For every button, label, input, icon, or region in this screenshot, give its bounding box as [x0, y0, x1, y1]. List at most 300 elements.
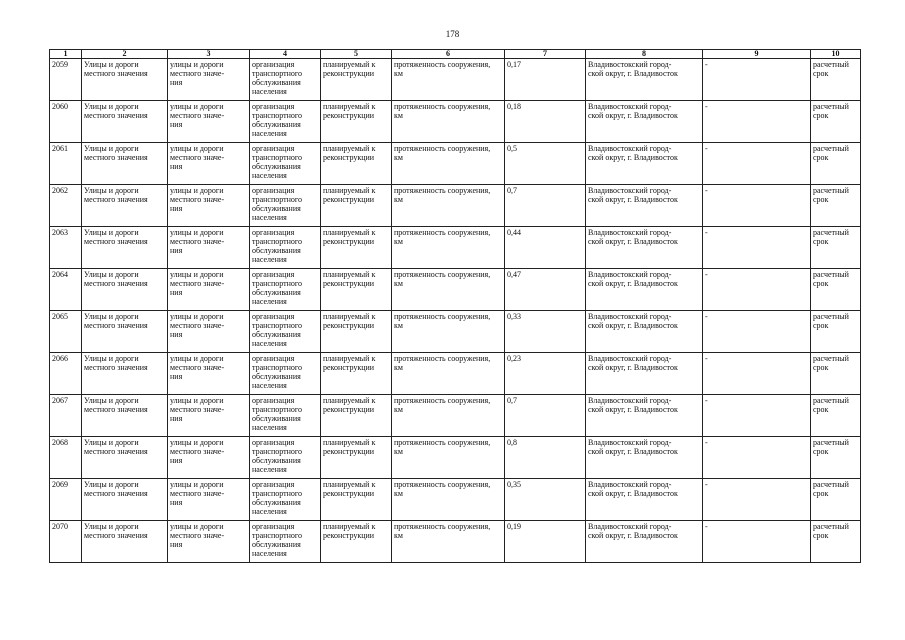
- object-type-line: местного значе-: [170, 363, 225, 372]
- object-purpose-cell: [250, 59, 321, 101]
- functional-zone-cell: -: [703, 311, 811, 353]
- functional-zone-cell: -: [703, 59, 811, 101]
- object-characteristic-line: км: [394, 111, 403, 120]
- object-status-cell: [321, 227, 392, 269]
- object-characteristic-cell: [392, 269, 505, 311]
- object-location-line: Владивостокский город-: [588, 60, 672, 69]
- object-characteristic-line: протяженность сооружения,: [394, 186, 491, 195]
- object-characteristic-line: протяженность сооружения,: [394, 354, 491, 363]
- object-purpose-line: населения: [252, 507, 287, 516]
- object-purpose-line: транспортного: [252, 237, 303, 246]
- table-row: [50, 227, 861, 269]
- implementation-term-line: расчетный: [813, 522, 849, 531]
- object-status-cell: [321, 479, 392, 521]
- implementation-term-cell: [811, 395, 861, 437]
- object-characteristic-line: протяженность сооружения,: [394, 480, 491, 489]
- object-characteristic-line: км: [394, 363, 403, 372]
- object-type-line: ния: [170, 246, 183, 255]
- object-characteristic-line: км: [394, 69, 403, 78]
- object-purpose-line: транспортного: [252, 279, 303, 288]
- row-number-cell: 2064: [50, 269, 82, 311]
- object-status-line: планируемый к: [323, 354, 376, 363]
- object-name-cell: [82, 59, 168, 101]
- object-characteristic-line: км: [394, 489, 403, 498]
- row-number-cell: 2059: [50, 59, 82, 101]
- implementation-term-line: срок: [813, 321, 829, 330]
- object-purpose-line: организация: [252, 480, 295, 489]
- object-location-cell: [586, 227, 703, 269]
- implementation-term-cell: [811, 269, 861, 311]
- object-purpose-line: обслуживания: [252, 204, 301, 213]
- object-characteristic-line: км: [394, 405, 403, 414]
- object-type-cell: [168, 185, 250, 227]
- object-type-line: местного значе-: [170, 111, 225, 120]
- functional-zone-cell: -: [703, 395, 811, 437]
- object-name-cell: [82, 227, 168, 269]
- object-type-cell: [168, 479, 250, 521]
- object-name-line: местного значения: [84, 153, 148, 162]
- object-type-line: улицы и дороги: [170, 438, 224, 447]
- object-location-line: ской округ, г. Владивосток: [588, 489, 678, 498]
- table-row: [50, 479, 861, 521]
- object-name-cell: [82, 395, 168, 437]
- functional-zone-cell: -: [703, 353, 811, 395]
- object-location-line: ской округ, г. Владивосток: [588, 447, 678, 456]
- object-type-line: улицы и дороги: [170, 396, 224, 405]
- object-purpose-line: организация: [252, 102, 295, 111]
- object-status-cell: [321, 101, 392, 143]
- object-status-cell: [321, 395, 392, 437]
- object-type-cell: [168, 269, 250, 311]
- object-status-cell: [321, 353, 392, 395]
- object-characteristic-line: км: [394, 195, 403, 204]
- column-header: 10: [811, 50, 861, 59]
- object-status-line: реконструкции: [323, 531, 375, 540]
- object-type-line: местного значе-: [170, 447, 225, 456]
- object-location-line: ской округ, г. Владивосток: [588, 195, 678, 204]
- object-characteristic-line: протяженность сооружения,: [394, 312, 491, 321]
- object-name-line: местного значения: [84, 111, 148, 120]
- object-purpose-line: транспортного: [252, 405, 303, 414]
- object-characteristic-cell: [392, 311, 505, 353]
- object-name-line: местного значения: [84, 69, 148, 78]
- row-number-cell: 2069: [50, 479, 82, 521]
- object-purpose-line: организация: [252, 186, 295, 195]
- object-purpose-cell: [250, 521, 321, 563]
- column-header: 7: [505, 50, 586, 59]
- object-name-line: местного значения: [84, 489, 148, 498]
- object-purpose-line: обслуживания: [252, 414, 301, 423]
- object-type-line: ния: [170, 330, 183, 339]
- object-purpose-line: обслуживания: [252, 120, 301, 129]
- object-name-line: местного значения: [84, 447, 148, 456]
- characteristic-value-cell: 0,7: [505, 395, 586, 437]
- implementation-term-cell: [811, 59, 861, 101]
- object-location-line: Владивостокский город-: [588, 312, 672, 321]
- object-name-cell: [82, 269, 168, 311]
- table-row: [50, 437, 861, 479]
- object-characteristic-line: км: [394, 447, 403, 456]
- object-type-line: улицы и дороги: [170, 144, 224, 153]
- object-name-line: Улицы и дороги: [84, 102, 139, 111]
- object-name-line: Улицы и дороги: [84, 270, 139, 279]
- object-characteristic-line: протяженность сооружения,: [394, 396, 491, 405]
- object-type-line: улицы и дороги: [170, 312, 224, 321]
- object-status-cell: [321, 143, 392, 185]
- object-type-cell: [168, 521, 250, 563]
- object-purpose-line: транспортного: [252, 321, 303, 330]
- row-number-cell: 2066: [50, 353, 82, 395]
- characteristic-value-cell: 0,35: [505, 479, 586, 521]
- object-location-line: Владивостокский город-: [588, 480, 672, 489]
- object-location-cell: [586, 59, 703, 101]
- object-status-line: планируемый к: [323, 396, 376, 405]
- object-status-line: реконструкции: [323, 489, 375, 498]
- object-purpose-line: транспортного: [252, 69, 303, 78]
- object-purpose-line: обслуживания: [252, 78, 301, 87]
- object-type-cell: [168, 227, 250, 269]
- object-type-line: местного значе-: [170, 195, 225, 204]
- object-name-line: Улицы и дороги: [84, 312, 139, 321]
- object-name-line: Улицы и дороги: [84, 480, 139, 489]
- characteristic-value-cell: 0,33: [505, 311, 586, 353]
- characteristic-value-cell: 0,19: [505, 521, 586, 563]
- implementation-term-line: срок: [813, 153, 829, 162]
- object-purpose-line: транспортного: [252, 363, 303, 372]
- object-purpose-cell: [250, 353, 321, 395]
- object-type-line: местного значе-: [170, 279, 225, 288]
- object-characteristic-cell: [392, 521, 505, 563]
- object-purpose-line: населения: [252, 255, 287, 264]
- row-number-cell: 2067: [50, 395, 82, 437]
- object-type-line: ния: [170, 540, 183, 549]
- implementation-term-cell: [811, 143, 861, 185]
- object-purpose-line: организация: [252, 312, 295, 321]
- object-purpose-cell: [250, 479, 321, 521]
- table-row: [50, 311, 861, 353]
- row-number-cell: 2062: [50, 185, 82, 227]
- object-purpose-line: организация: [252, 270, 295, 279]
- object-status-cell: [321, 521, 392, 563]
- object-purpose-line: населения: [252, 423, 287, 432]
- object-location-line: Владивостокский город-: [588, 396, 672, 405]
- functional-zone-cell: -: [703, 101, 811, 143]
- object-type-line: ния: [170, 372, 183, 381]
- object-location-line: Владивостокский город-: [588, 102, 672, 111]
- object-location-line: ской округ, г. Владивосток: [588, 111, 678, 120]
- implementation-term-line: расчетный: [813, 228, 849, 237]
- object-location-cell: [586, 185, 703, 227]
- object-name-cell: [82, 143, 168, 185]
- table-row: [50, 185, 861, 227]
- characteristic-value-cell: 0,44: [505, 227, 586, 269]
- object-name-line: местного значения: [84, 363, 148, 372]
- characteristic-value-cell: 0,18: [505, 101, 586, 143]
- object-purpose-line: транспортного: [252, 489, 303, 498]
- object-characteristic-line: протяженность сооружения,: [394, 60, 491, 69]
- object-type-line: ния: [170, 120, 183, 129]
- implementation-term-line: расчетный: [813, 438, 849, 447]
- object-purpose-line: населения: [252, 171, 287, 180]
- object-purpose-line: обслуживания: [252, 162, 301, 171]
- row-number-cell: 2068: [50, 437, 82, 479]
- object-purpose-line: обслуживания: [252, 288, 301, 297]
- object-location-line: Владивостокский город-: [588, 438, 672, 447]
- implementation-term-line: срок: [813, 363, 829, 372]
- object-name-cell: [82, 101, 168, 143]
- implementation-term-line: срок: [813, 111, 829, 120]
- object-type-line: улицы и дороги: [170, 102, 224, 111]
- table-row: [50, 353, 861, 395]
- implementation-term-line: расчетный: [813, 144, 849, 153]
- object-type-cell: [168, 395, 250, 437]
- object-status-line: планируемый к: [323, 522, 376, 531]
- object-status-line: реконструкции: [323, 447, 375, 456]
- object-location-line: ской округ, г. Владивосток: [588, 531, 678, 540]
- implementation-term-cell: [811, 521, 861, 563]
- object-status-cell: [321, 185, 392, 227]
- object-status-cell: [321, 269, 392, 311]
- object-characteristic-line: протяженность сооружения,: [394, 144, 491, 153]
- implementation-term-cell: [811, 185, 861, 227]
- object-type-line: улицы и дороги: [170, 228, 224, 237]
- object-type-line: ния: [170, 78, 183, 87]
- object-status-line: реконструкции: [323, 405, 375, 414]
- table-row: [50, 269, 861, 311]
- object-purpose-line: организация: [252, 228, 295, 237]
- column-number-row: [50, 50, 861, 59]
- object-type-line: улицы и дороги: [170, 186, 224, 195]
- object-purpose-line: обслуживания: [252, 456, 301, 465]
- implementation-term-line: расчетный: [813, 480, 849, 489]
- object-name-line: местного значения: [84, 195, 148, 204]
- object-status-line: реконструкции: [323, 69, 375, 78]
- object-location-line: ской округ, г. Владивосток: [588, 321, 678, 330]
- object-type-cell: [168, 143, 250, 185]
- object-location-line: ской округ, г. Владивосток: [588, 363, 678, 372]
- object-type-line: ния: [170, 498, 183, 507]
- object-name-line: Улицы и дороги: [84, 144, 139, 153]
- object-purpose-line: населения: [252, 297, 287, 306]
- object-purpose-line: организация: [252, 396, 295, 405]
- object-name-line: местного значения: [84, 279, 148, 288]
- table-row: [50, 143, 861, 185]
- object-purpose-line: обслуживания: [252, 246, 301, 255]
- object-name-cell: [82, 185, 168, 227]
- implementation-term-line: срок: [813, 447, 829, 456]
- functional-zone-cell: -: [703, 521, 811, 563]
- implementation-term-line: расчетный: [813, 186, 849, 195]
- object-status-line: реконструкции: [323, 237, 375, 246]
- object-location-line: Владивостокский город-: [588, 144, 672, 153]
- implementation-term-line: срок: [813, 237, 829, 246]
- column-header: 2: [82, 50, 168, 59]
- object-name-line: местного значения: [84, 321, 148, 330]
- object-name-cell: [82, 437, 168, 479]
- object-type-line: улицы и дороги: [170, 354, 224, 363]
- object-purpose-line: населения: [252, 549, 287, 558]
- object-characteristic-line: протяженность сооружения,: [394, 438, 491, 447]
- object-location-cell: [586, 437, 703, 479]
- object-name-line: Улицы и дороги: [84, 186, 139, 195]
- object-status-line: планируемый к: [323, 186, 376, 195]
- object-type-line: улицы и дороги: [170, 60, 224, 69]
- object-type-line: местного значе-: [170, 489, 225, 498]
- object-location-cell: [586, 269, 703, 311]
- object-location-cell: [586, 479, 703, 521]
- object-location-line: ской округ, г. Владивосток: [588, 153, 678, 162]
- object-purpose-line: населения: [252, 129, 287, 138]
- implementation-term-cell: [811, 479, 861, 521]
- object-location-cell: [586, 143, 703, 185]
- object-characteristic-cell: [392, 59, 505, 101]
- object-purpose-line: организация: [252, 354, 295, 363]
- object-characteristic-line: протяженность сооружения,: [394, 102, 491, 111]
- object-purpose-cell: [250, 227, 321, 269]
- implementation-term-line: расчетный: [813, 60, 849, 69]
- object-type-line: местного значе-: [170, 531, 225, 540]
- object-location-line: ской округ, г. Владивосток: [588, 405, 678, 414]
- object-type-line: улицы и дороги: [170, 270, 224, 279]
- object-purpose-line: обслуживания: [252, 540, 301, 549]
- object-type-line: ния: [170, 204, 183, 213]
- object-purpose-line: обслуживания: [252, 372, 301, 381]
- column-header: 8: [586, 50, 703, 59]
- object-name-cell: [82, 353, 168, 395]
- implementation-term-line: срок: [813, 489, 829, 498]
- object-characteristic-cell: [392, 479, 505, 521]
- object-type-line: ния: [170, 456, 183, 465]
- object-purpose-line: обслуживания: [252, 498, 301, 507]
- object-purpose-cell: [250, 311, 321, 353]
- object-status-cell: [321, 437, 392, 479]
- object-purpose-line: населения: [252, 381, 287, 390]
- object-characteristic-line: км: [394, 531, 403, 540]
- object-status-line: планируемый к: [323, 438, 376, 447]
- object-characteristic-line: протяженность сооружения,: [394, 270, 491, 279]
- implementation-term-cell: [811, 437, 861, 479]
- object-type-line: местного значе-: [170, 321, 225, 330]
- row-number-cell: 2063: [50, 227, 82, 269]
- functional-zone-cell: -: [703, 185, 811, 227]
- row-number-cell: 2060: [50, 101, 82, 143]
- object-characteristic-cell: [392, 353, 505, 395]
- implementation-term-line: расчетный: [813, 396, 849, 405]
- object-purpose-line: транспортного: [252, 111, 303, 120]
- object-characteristic-line: км: [394, 237, 403, 246]
- object-status-line: планируемый к: [323, 102, 376, 111]
- object-status-line: реконструкции: [323, 111, 375, 120]
- object-location-line: ской округ, г. Владивосток: [588, 69, 678, 78]
- object-status-line: реконструкции: [323, 321, 375, 330]
- object-status-line: планируемый к: [323, 270, 376, 279]
- implementation-term-line: расчетный: [813, 312, 849, 321]
- object-purpose-line: населения: [252, 87, 287, 96]
- object-name-line: Улицы и дороги: [84, 522, 139, 531]
- object-purpose-line: организация: [252, 522, 295, 531]
- object-purpose-line: транспортного: [252, 531, 303, 540]
- object-characteristic-cell: [392, 101, 505, 143]
- object-characteristic-line: протяженность сооружения,: [394, 522, 491, 531]
- implementation-term-line: срок: [813, 405, 829, 414]
- implementation-term-cell: [811, 101, 861, 143]
- object-location-cell: [586, 101, 703, 143]
- object-purpose-cell: [250, 101, 321, 143]
- object-characteristic-cell: [392, 395, 505, 437]
- object-location-cell: [586, 353, 703, 395]
- object-name-line: местного значения: [84, 531, 148, 540]
- object-status-cell: [321, 59, 392, 101]
- object-type-line: местного значе-: [170, 153, 225, 162]
- object-name-line: Улицы и дороги: [84, 438, 139, 447]
- object-location-cell: [586, 521, 703, 563]
- object-status-line: реконструкции: [323, 363, 375, 372]
- object-purpose-line: обслуживания: [252, 330, 301, 339]
- registry-table: [49, 49, 861, 563]
- characteristic-value-cell: 0,23: [505, 353, 586, 395]
- functional-zone-cell: -: [703, 143, 811, 185]
- object-name-line: Улицы и дороги: [84, 354, 139, 363]
- characteristic-value-cell: 0,8: [505, 437, 586, 479]
- object-type-line: улицы и дороги: [170, 522, 224, 531]
- object-location-line: Владивостокский город-: [588, 186, 672, 195]
- object-type-line: местного значе-: [170, 69, 225, 78]
- characteristic-value-cell: 0,47: [505, 269, 586, 311]
- implementation-term-line: срок: [813, 195, 829, 204]
- row-number-cell: 2061: [50, 143, 82, 185]
- functional-zone-cell: -: [703, 227, 811, 269]
- implementation-term-line: срок: [813, 279, 829, 288]
- object-purpose-cell: [250, 143, 321, 185]
- object-purpose-line: организация: [252, 144, 295, 153]
- object-status-line: планируемый к: [323, 312, 376, 321]
- object-name-cell: [82, 311, 168, 353]
- object-location-line: Владивостокский город-: [588, 228, 672, 237]
- table-row: [50, 395, 861, 437]
- page-number: 178: [445, 29, 460, 39]
- column-header: 5: [321, 50, 392, 59]
- object-characteristic-cell: [392, 185, 505, 227]
- object-name-line: Улицы и дороги: [84, 228, 139, 237]
- row-number-cell: 2070: [50, 521, 82, 563]
- object-type-line: ния: [170, 162, 183, 171]
- object-name-cell: [82, 521, 168, 563]
- characteristic-value-cell: 0,7: [505, 185, 586, 227]
- object-type-cell: [168, 353, 250, 395]
- table-row: [50, 101, 861, 143]
- object-name-line: местного значения: [84, 405, 148, 414]
- object-location-cell: [586, 311, 703, 353]
- object-purpose-line: населения: [252, 213, 287, 222]
- table-row: [50, 521, 861, 563]
- implementation-term-line: расчетный: [813, 270, 849, 279]
- object-status-line: планируемый к: [323, 144, 376, 153]
- table-body: [50, 59, 861, 563]
- implementation-term-line: расчетный: [813, 354, 849, 363]
- object-location-line: ской округ, г. Владивосток: [588, 237, 678, 246]
- implementation-term-cell: [811, 311, 861, 353]
- implementation-term-line: расчетный: [813, 102, 849, 111]
- object-type-line: ния: [170, 288, 183, 297]
- functional-zone-cell: -: [703, 479, 811, 521]
- object-characteristic-line: км: [394, 153, 403, 162]
- implementation-term-line: срок: [813, 531, 829, 540]
- object-characteristic-line: протяженность сооружения,: [394, 228, 491, 237]
- object-characteristic-cell: [392, 227, 505, 269]
- object-type-line: местного значе-: [170, 405, 225, 414]
- object-characteristic-line: км: [394, 279, 403, 288]
- object-purpose-line: транспортного: [252, 447, 303, 456]
